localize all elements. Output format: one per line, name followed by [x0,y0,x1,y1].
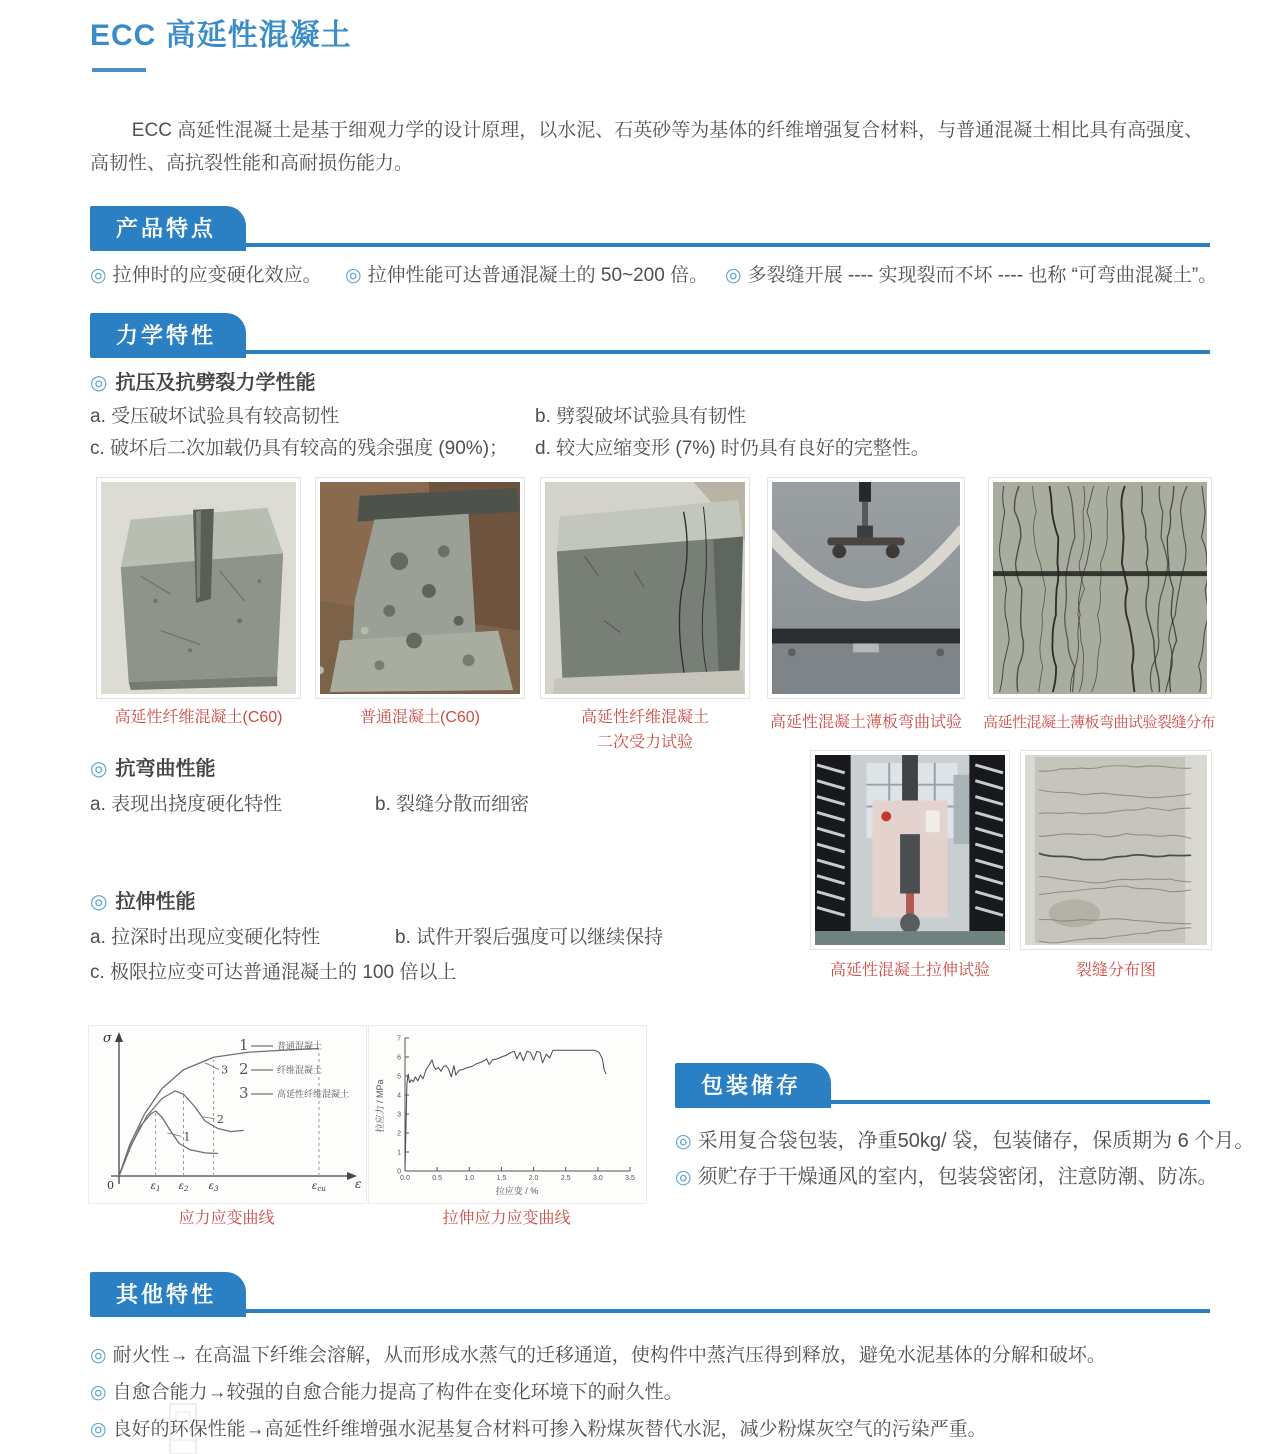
photo-caption: 高延性混凝土薄板弯曲试验裂缝分布 [982,714,1215,731]
section-header-packaging [675,1063,1210,1104]
tension-item-c: c. 极限拉应变可达普通混凝土的 100 倍以上 [90,962,457,983]
svg-text:1.0: 1.0 [464,1175,475,1182]
bending-item-a: a. 表现出挠度硬化特性 [90,794,283,815]
features-heading: 产品特点 [90,206,246,251]
svg-text:εcu: $\varepsilon_{cu}$ [312,1181,326,1193]
double-circle-icon: ◎ [90,372,108,394]
photo-caption: 高延性纤维混凝土(C60) [114,709,283,726]
svg-text:3: 3 [239,1084,249,1102]
section-header-features [90,206,1210,247]
double-circle-icon: ◎ [90,891,108,913]
double-circle-icon: ◎ [90,1419,107,1440]
compression-item-d: d. 较大应缩变形 (7%) 时仍具有良好的完整性。 [535,438,930,459]
svg-text:ε2: $\varepsilon_2$ [178,1181,189,1193]
photo-caption: 高延性混凝土薄板弯曲试验 [769,714,962,731]
tension-item-a: a. 拉深时出现应变硬化特性 [90,927,321,948]
svg-text:3.0: 3.0 [592,1175,603,1182]
svg-text:拉应变 / %: 拉应变 / % [495,1186,539,1196]
double-circle-icon: ◎ [345,265,362,286]
photo-tension-test-machine [810,750,1010,950]
features-heading-rule [90,243,1210,247]
photo-thin-plate-bending-test [767,477,965,699]
mechanics-heading: 力学特性 [90,313,246,358]
svg-text:0: 0 [107,1179,114,1192]
photo-crack-distribution [1020,750,1212,950]
double-circle-icon: ◎ [90,1382,107,1403]
packaging-heading: 包装储存 [675,1063,831,1108]
photo-bending-crack-pattern [988,477,1212,699]
svg-text:1: 1 [239,1036,249,1054]
svg-text:1: 1 [397,1149,401,1157]
svg-text:1.5: 1.5 [496,1175,507,1182]
svg-text:3.5: 3.5 [625,1175,635,1182]
svg-text:高延性纤维混凝土: 高延性纤维混凝土 [277,1089,350,1099]
intro-paragraph: ECC 高延性混凝土是基于细观力学的设计原理，以水泥、石英砂等为基体的纤维增强复合材料，与普通混凝土相比具有高强度、高韧性、高抗裂性能和高耐损伤能力。 [90,120,1204,174]
chart-caption: 应力应变曲线 [178,1210,275,1227]
svg-text:普通混凝土: 普通混凝土 [277,1041,323,1051]
others-heading-rule [90,1309,1210,1313]
compression-item-c: c. 破坏后二次加载仍具有较高的残余强度 (90%)； [90,438,509,459]
compression-subhead: ◎ 抗压及抗劈裂力学性能 [90,372,316,394]
others-item: ◎ 良好的环保性能→高延性纤维增强水泥基复合材料可掺入粉煤灰替代水泥，减少粉煤灰空气的污染严重。 [90,1419,987,1440]
svg-text:ε1: $\varepsilon_1$ [150,1181,161,1193]
chart-tensile-stress-strain [368,1025,647,1204]
bending-item-b: b. 裂缝分散而细密 [375,794,530,815]
svg-text:0: 0 [397,1168,401,1176]
svg-text:拉应力 / MPa: 拉应力 / MPa [375,1079,385,1133]
svg-text:0.0: 0.0 [400,1175,410,1182]
svg-text:2: 2 [397,1130,401,1138]
svg-text:2: 2 [239,1060,249,1078]
photo-ecc-second-load [540,477,750,699]
tension-subhead: ◎ 拉伸性能 [90,891,196,913]
feature-item: ◎ 多裂缝开展 ---- 实现裂而不坏 ---- 也称 “可弯曲混凝土”。 [725,265,1218,286]
svg-text:0.5: 0.5 [432,1175,443,1182]
photo-caption: 普通混凝土(C60) [359,709,480,726]
mechanics-heading-rule [90,350,1210,354]
others-item: ◎ 耐火性→ 在高温下纤维会溶解，从而形成水蒸气的迁移通道，使构件中蒸汽压得到释放，避免水泥基体的分解和破坏。 [90,1345,1106,1366]
compression-item-a: a. 受压破坏试验具有较高韧性 [90,406,340,427]
double-circle-icon: ◎ [675,1131,692,1152]
section-header-others [90,1272,1210,1313]
chart-stress-strain-schematic [88,1025,367,1204]
others-item: ◎ 自愈合能力→较强的自愈合能力提高了构件在变化环境下的耐久性。 [90,1382,683,1403]
svg-text:3: 3 [397,1111,401,1119]
svg-text:纤维混凝土: 纤维混凝土 [277,1065,323,1075]
tension-item-b: b. 试件开裂后强度可以继续保持 [395,927,664,948]
title-underline [92,68,146,72]
svg-text:3: 3 [221,1063,229,1077]
double-circle-icon: ◎ [675,1167,692,1188]
photo-caption: 高延性纤维混凝土 二次受力试验 [580,709,709,751]
page-title: ECC 高延性混凝土 [90,19,352,52]
double-circle-icon: ◎ [725,265,742,286]
svg-text:ε3: $\varepsilon_3$ [208,1181,219,1193]
compression-item-b: b. 劈裂破坏试验具有韧性 [535,406,747,427]
svg-text:2.0: 2.0 [528,1175,539,1182]
double-circle-icon: ◎ [90,265,107,286]
svg-text:ε: ε [355,1177,362,1191]
svg-text:1: 1 [183,1130,191,1144]
chart-caption: 拉伸应力应变曲线 [442,1210,571,1227]
bending-subhead: ◎ 抗弯曲性能 [90,758,216,780]
photo-normal-concrete-c60 [315,477,525,699]
svg-text:5: 5 [397,1073,401,1081]
packaging-item: ◎ 采用复合袋包装，净重50kg/ 袋，包装储存，保质期为 6 个月。 [675,1130,1255,1152]
feature-item: ◎ 拉伸时的应变硬化效应。 [90,265,322,286]
packaging-item: ◎ 须贮存于干燥通风的室内，包装袋密闭，注意防潮、防冻。 [675,1166,1218,1188]
photo-ecc-cube-c60 [96,477,301,699]
photo-caption: 裂缝分布图 [1075,962,1156,979]
svg-text:σ: σ [103,1031,112,1046]
svg-text:2: 2 [216,1112,224,1126]
others-heading: 其他特性 [90,1272,246,1317]
double-circle-icon: ◎ [90,758,108,780]
watermark-sketch [130,1400,250,1454]
double-circle-icon: ◎ [90,1345,107,1366]
photo-caption: 高延性混凝土拉伸试验 [829,962,990,979]
feature-item: ◎ 拉伸性能可达普通混凝土的 50~200 倍。 [345,265,709,286]
svg-text:2.5: 2.5 [560,1175,571,1182]
svg-text:6: 6 [397,1054,401,1062]
svg-text:7: 7 [397,1035,401,1043]
section-header-mechanics [90,313,1210,354]
svg-text:4: 4 [397,1092,401,1100]
